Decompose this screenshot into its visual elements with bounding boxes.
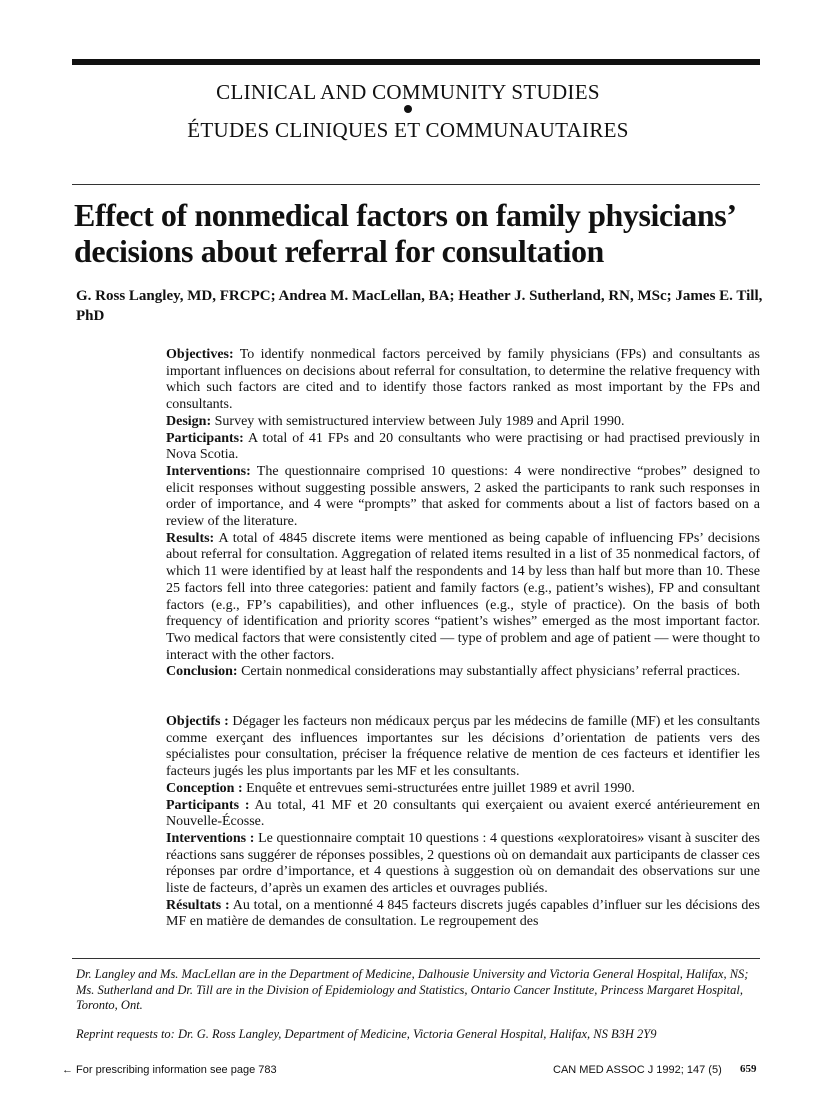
- abstract-label: Objectives:: [166, 347, 234, 362]
- top-rule: [72, 59, 760, 65]
- abstract-label: Interventions:: [166, 463, 251, 479]
- abstract-text: A total of 41 FPs and 20 consultants who were practising or had practised previously in Nova Scotia.: [166, 430, 760, 463]
- abstract-paragraph: [166, 798, 760, 831]
- abstract-paragraph: [166, 531, 760, 665]
- abstract-label: Participants:: [166, 430, 244, 446]
- abstract-label: Objectifs :: [166, 714, 229, 729]
- abstract-paragraph: [166, 464, 760, 531]
- journal-citation: CAN MED ASSOC J 1992; 147 (5): [553, 1064, 722, 1076]
- abstract-paragraph: [166, 714, 760, 781]
- abstract-paragraph: [166, 831, 760, 898]
- abstract-text: Survey with semistructured interview between July 1989 and April 1990.: [211, 413, 625, 429]
- author-affiliations: Dr. Langley and Ms. MacLellan are in the Department of Medicine, Dalhousie University and Victoria General Hospital, Halifax, NS; Ms. Sutherland and Dr. Till are in the Division of Epidemiology and Statistics, Ontario Cancer Institute, Princess Margaret Hospital, Toronto, Ont.: [76, 967, 749, 1013]
- section-heading-en: CLINICAL AND COMMUNITY STUDIES: [216, 80, 600, 104]
- abstract-text: A total of 4845 discrete items were mentioned as being capable of influencing FPs’ decisions about referral for consultation. Aggregation of related items resulted in a list of 35 nonmedical factors, of which 11 were identified by at least half the respondents and 14 by less than half but more than 10. These 25 factors fell into three categories: patient and family factors (e.g., patient’s wishes), FP and consultant factors (e.g., FP’s capabilities), and other influences (e.g., style of practice). On the basis of both frequency of identification and priority scores “patient’s wishes” emerged as the most important factor. Two medical factors that were consistently cited — type of problem and age of patient — were thought to interact with the other factors.: [166, 530, 760, 663]
- title-rule: [72, 184, 760, 185]
- abstract-label: Results:: [166, 530, 215, 546]
- abstract-text: Dégager les facteurs non médicaux perçus par les médecins de famille (MF) et les consultants comme exerçant des influences importantes sur les décisions d’orientation de patients vers des spécialistes pour consultation, préciser la fréquence relative de mention de ces facteurs et identifier les facteurs jugés les plus importants par les MF et les consultants.: [166, 714, 760, 780]
- abstract-text: Au total, on a mentionné 4 845 facteurs discrets jugés capables d’influer sur les décisions des MF en matière de demandes de consultation. Le regroupement des: [166, 897, 760, 930]
- page-number: 659: [740, 1063, 757, 1075]
- abstract-text: Certain nonmedical considerations may substantially affect physicians’ referral practices.: [237, 664, 741, 680]
- abstract-label: Design:: [166, 413, 212, 429]
- abstract-text: To identify nonmedical factors perceived by family physicians (FPs) and consultants as important influences on decisions about referral for consultation, to determine the relative frequency with which such factors are cited and to identify those factors ranked as most important by the FPs and consultants.: [166, 347, 760, 413]
- abstract-label: Résultats :: [166, 897, 230, 913]
- abstract-text: The questionnaire comprised 10 questions: 4 were nondirective “probes” designed to elicit responses without suggesting possible answers, 2 asked the participants to rank such responses in order of importance, and 4 were “prompts” that asked for comments about a list of factors based on a review of the literature.: [166, 463, 760, 530]
- abstract-paragraph: [166, 347, 760, 414]
- abstract-text: Enquête et entrevues semi-structurées entre juillet 1989 et avril 1990.: [242, 780, 635, 796]
- footnote-rule: [72, 958, 760, 959]
- author-list: G. Ross Langley, MD, FRCPC; Andrea M. MacLellan, BA; Heather J. Sutherland, RN, MSc; James E. Till, PhD: [76, 288, 763, 324]
- article-title: Effect of nonmedical factors on family physicians’ decisions about referral for consultation: [74, 197, 735, 269]
- abstract-label: Conclusion:: [166, 664, 238, 680]
- abstract-paragraph: [166, 431, 760, 464]
- abstract-paragraph: [166, 664, 760, 681]
- abstract-paragraph: [166, 898, 760, 931]
- abstract-label: Interventions :: [166, 830, 255, 846]
- section-bullet: [404, 105, 412, 113]
- section-heading-fr: ÉTUDES CLINIQUES ET COMMUNAUTAIRES: [187, 118, 629, 142]
- abstract-label: Conception :: [166, 780, 243, 796]
- abstract-text: Au total, 41 MF et 20 consultants qui exerçaient ou avaient exercé antérieurement en Nouvelle-Écosse.: [166, 797, 760, 830]
- abstract-paragraph: [166, 781, 760, 798]
- abstract-paragraph: [166, 414, 760, 431]
- prescribing-info: ← For prescribing information see page 783: [62, 1064, 277, 1076]
- abstract-label: Participants :: [166, 797, 250, 813]
- abstract-english: [166, 347, 760, 681]
- reprint-requests: Reprint requests to: Dr. G. Ross Langley, Department of Medicine, Victoria General Hospital, Halifax, NS B3H 2Y9: [76, 1027, 657, 1041]
- abstract-french: [166, 714, 760, 931]
- abstract-text: Le questionnaire comptait 10 questions : 4 questions «exploratoires» visant à susciter des réactions sans suggérer de réponses possibles, 2 questions où on demandait aux participants de classer ces réponses par ordre d’importance, et 4 questions à suggestion où on demandait des observations sur une liste de facteurs, d’après un examen des articles et ouvrages publiés.: [166, 830, 760, 897]
